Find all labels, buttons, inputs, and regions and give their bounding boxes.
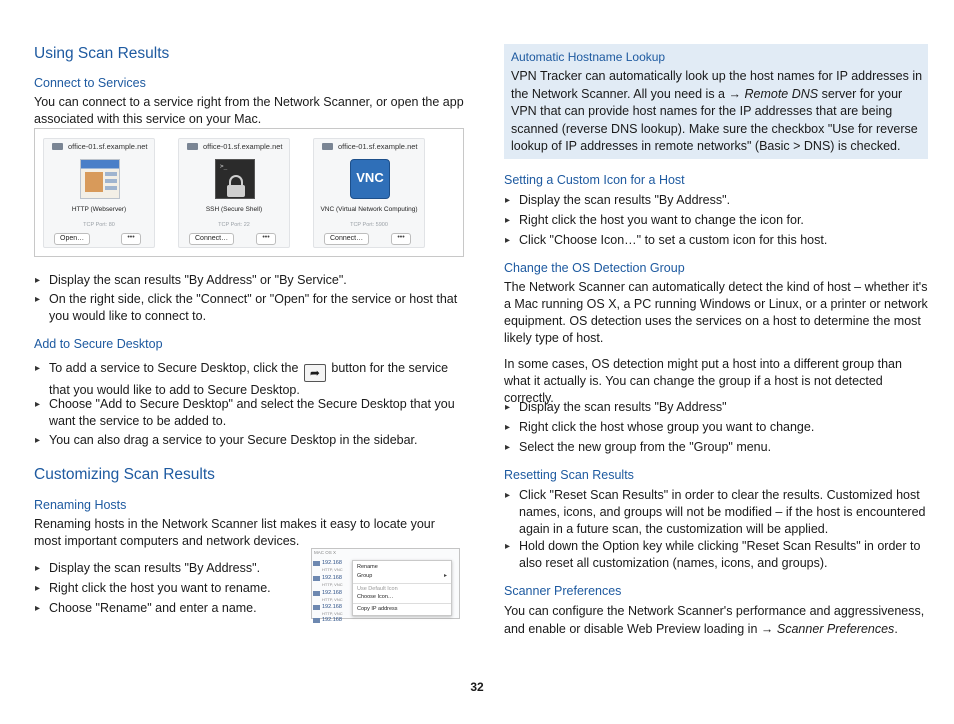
icon-bullet: ▸ Right click the host you want to change the icon for. bbox=[505, 212, 929, 229]
menu-item-choose-icon[interactable]: Choose Icon… bbox=[357, 594, 394, 600]
connect-to-services-heading: Connect to Services bbox=[34, 76, 146, 90]
arrow-icon: → bbox=[760, 622, 774, 636]
icon-bullet: ▸ Display the scan results "By Address". bbox=[505, 192, 929, 209]
menu-item-group[interactable]: Group bbox=[357, 573, 373, 579]
host-row: 192.168 bbox=[312, 617, 346, 625]
renaming-hosts-heading: Renaming Hosts bbox=[34, 498, 127, 512]
os-paragraph-2: In some cases, OS detection might put a host into a different group than what it actually is. You can change the group if a host is not detected correctly. bbox=[504, 357, 902, 405]
reset-bullet: ▸ Hold down the Option key while clicking "Reset Scan Results" in order to also reset all customization (names, icons, and groups). bbox=[505, 538, 929, 572]
using-scan-results-title: Using Scan Results bbox=[34, 45, 170, 62]
card-service: SSH (Secure Shell) bbox=[205, 206, 263, 213]
desktop-bullet: ▸ Choose "Add to Secure Desktop" and select the Secure Desktop that you want the service to be added to. bbox=[35, 396, 465, 430]
desktop-bullet-text: button for the service that you would like to add to Secure Desktop. bbox=[49, 361, 449, 397]
menu-item-use-default-icon[interactable]: Use Default Icon bbox=[357, 586, 398, 592]
connect-bullet: ▸ Display the scan results "By Address" or "By Service". bbox=[35, 272, 465, 289]
custom-icon-heading: Setting a Custom Icon for a Host bbox=[504, 173, 685, 187]
service-card-ssh bbox=[178, 138, 290, 248]
remote-dns-link[interactable]: Remote DNS bbox=[744, 86, 819, 101]
prefs-paragraph: You can configure the Network Scanner's performance and aggressiveness, and enable or disable Web Preview loading in → Scanner Preferences. bbox=[504, 604, 925, 636]
desktop-bullet-text: To add a service to Secure Desktop, click the bbox=[49, 361, 299, 375]
scanner-preferences-link[interactable]: Scanner Preferences bbox=[776, 622, 895, 636]
desktop-bullet bbox=[35, 360, 465, 399]
card-host: office-01.sf.example.net bbox=[203, 142, 283, 151]
web-preview-thumbnail bbox=[80, 159, 120, 199]
icon-bullet: ▸ Click "Choose Icon…" to set a custom icon for this host. bbox=[505, 232, 929, 249]
os-paragraph-1: The Network Scanner can automatically detect the kind of host – whether it's a Mac running OS X, a PC running Windows or Linux, or a printer or network equipment. OS detection uses the services on a host to determine the most likely type of host. bbox=[504, 280, 928, 345]
card-service: HTTP (Webserver) bbox=[71, 206, 127, 213]
renaming-paragraph: Renaming hosts in the Network Scanner list makes it easy to locate your most important computers and network devices. bbox=[34, 517, 435, 548]
host-services: HTTP, VNC bbox=[322, 567, 343, 572]
list-group-header: MAC OS X bbox=[314, 550, 337, 555]
services-screenshot bbox=[34, 128, 464, 257]
computer-icon bbox=[313, 591, 320, 596]
os-detection-heading: Change the OS Detection Group bbox=[504, 261, 685, 275]
computer-icon bbox=[313, 561, 320, 566]
host-row: 192.168 bbox=[312, 590, 346, 598]
card-host: office-01.sf.example.net bbox=[338, 142, 418, 151]
host-row: 192.168 bbox=[312, 575, 346, 583]
context-menu-screenshot bbox=[311, 548, 460, 623]
connect-bullet: ▸ On the right side, click the "Connect" or "Open" for the service or host that you would like to connect to. bbox=[35, 291, 465, 325]
menu-divider bbox=[353, 603, 451, 604]
connect-button[interactable]: Connect… bbox=[324, 233, 369, 245]
menu-item-rename[interactable]: Rename bbox=[357, 564, 378, 570]
add-to-secure-desktop-heading: Add to Secure Desktop bbox=[34, 337, 163, 351]
os-bullet: ▸ Right click the host whose group you want to change. bbox=[505, 419, 929, 436]
host-services: HTTP, VNC bbox=[322, 611, 343, 616]
card-port: TCP Port: 80 bbox=[83, 222, 115, 228]
scanner-preferences-heading: Scanner Preferences bbox=[504, 584, 622, 598]
os-bullet: ▸ Display the scan results "By Address" bbox=[505, 399, 929, 416]
service-card-vnc bbox=[313, 138, 425, 248]
menu-item-copy-ip[interactable]: Copy IP address bbox=[357, 606, 398, 612]
arrow-icon: → bbox=[728, 86, 741, 101]
menu-divider bbox=[353, 583, 451, 584]
more-button[interactable]: ••• bbox=[256, 233, 276, 245]
open-button[interactable]: Open… bbox=[54, 233, 90, 245]
more-button[interactable]: ••• bbox=[121, 233, 141, 245]
card-service: VNC (Virtual Network Computing) bbox=[320, 206, 418, 213]
connect-paragraph: You can connect to a service right from the Network Scanner, or open the app associated with this service on your Mac. bbox=[34, 95, 464, 126]
hostname-lookup-heading: Automatic Hostname Lookup bbox=[511, 50, 666, 64]
computer-icon bbox=[313, 576, 320, 581]
host-services: HTTP, VNC bbox=[322, 597, 343, 602]
os-bullet: ▸ Select the new group from the "Group" menu. bbox=[505, 439, 929, 456]
submenu-arrow-icon: ▸ bbox=[443, 573, 447, 579]
vnc-label: VNC bbox=[356, 170, 384, 185]
page-number: 32 bbox=[470, 680, 484, 694]
hostname-lookup-box bbox=[504, 44, 928, 159]
customizing-scan-results-title: Customizing Scan Results bbox=[34, 466, 215, 483]
desktop-bullet: ▸ You can also drag a service to your Secure Desktop in the sidebar. bbox=[35, 432, 465, 449]
renaming-bullet: ▸ Choose "Rename" and enter a name. bbox=[35, 600, 305, 617]
service-card-http bbox=[43, 138, 155, 248]
context-menu bbox=[352, 560, 452, 616]
terminal-lock-icon: >_ bbox=[215, 159, 255, 199]
renaming-bullet: ▸ Right click the host you want to rename. bbox=[35, 580, 305, 597]
hostname-lookup-paragraph: VPN Tracker can automatically look up the host names for IP addresses in the Network Scanner. All you need is a → Remote DNS server for your VPN that can provide host names for the IP addresses that are being scanned (reverse DNS lookup). Make sure the checkbox "Use for reverse lookup of IP addresses in remote networks" (Basic > DNS) is checked. bbox=[511, 69, 923, 153]
computer-icon bbox=[313, 605, 320, 610]
vnc-icon bbox=[350, 159, 390, 199]
connect-button[interactable]: Connect… bbox=[189, 233, 234, 245]
resetting-heading: Resetting Scan Results bbox=[504, 468, 634, 482]
card-host: office-01.sf.example.net bbox=[68, 142, 148, 151]
card-port: TCP Port: 22 bbox=[218, 222, 250, 228]
host-row: 192.168 bbox=[312, 604, 346, 612]
more-button[interactable]: ••• bbox=[391, 233, 411, 245]
card-port: TCP Port: 5900 bbox=[350, 222, 388, 228]
renaming-bullet: ▸ Display the scan results "By Address". bbox=[35, 560, 305, 577]
host-services: HTTP, VNC bbox=[322, 582, 343, 587]
add-to-desktop-arrow-icon: ➦ bbox=[304, 364, 326, 382]
host-row: 192.168 bbox=[312, 560, 346, 568]
computer-icon bbox=[313, 618, 320, 623]
reset-bullet: ▸ Click "Reset Scan Results" in order to clear the results. Customized host names, icons, and groups will not be modified – if the host is encountered again in a future scan, the customization will be applied. bbox=[505, 487, 929, 538]
